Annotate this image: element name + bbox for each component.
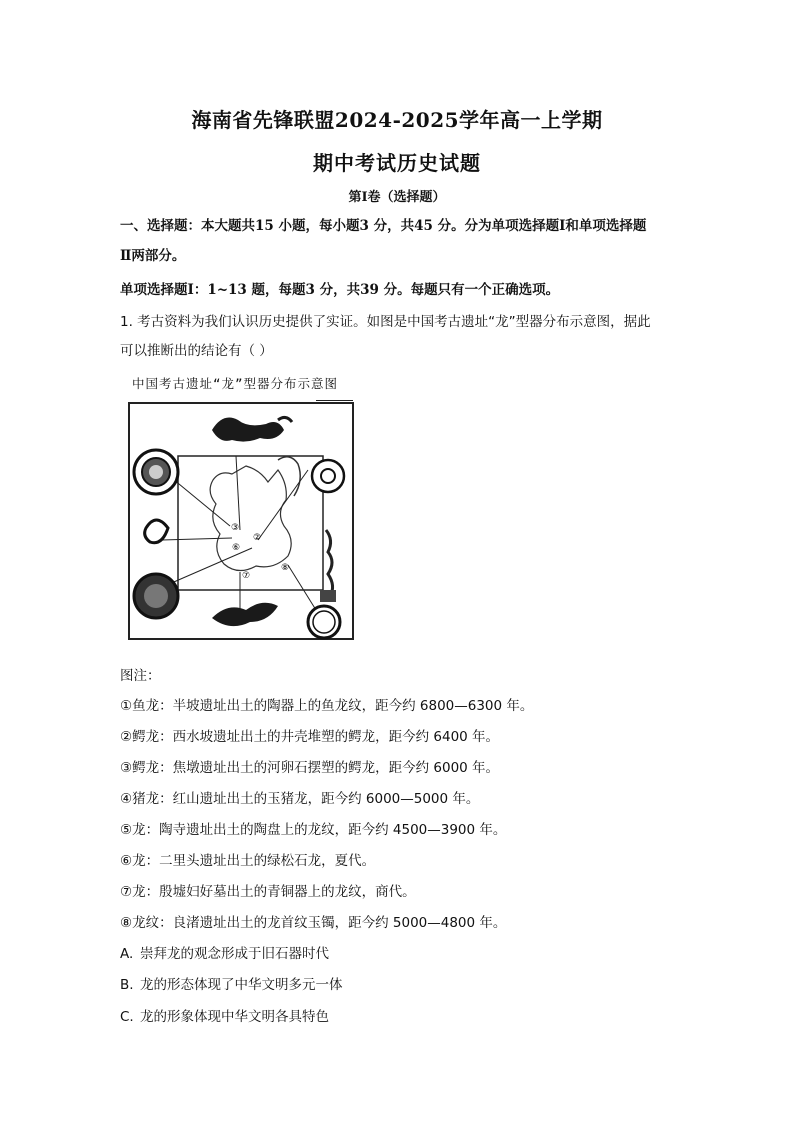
legend-item-5: ⑤龙：陶寺遗址出土的陶盘上的龙纹，距今约 4500—3900 年。 (120, 822, 507, 838)
legend-item-4: ④猪龙：红山遗址出土的玉猪龙，距今约 6000—5000 年。 (120, 791, 480, 807)
map-marker-4: ⑦ (242, 571, 251, 581)
artifact-circle-right-top (312, 460, 344, 492)
choice-a[interactable] (120, 944, 329, 964)
choice-a-text: 崇拜龙的观念形成于旧石器时代 (140, 946, 329, 962)
question-stem-line2: 可以推断出的结论有（ ） (120, 343, 273, 359)
choice-b[interactable] (120, 975, 343, 995)
map-figure (128, 400, 356, 642)
legend-title: 图注： (120, 668, 161, 684)
dragon-artifact-map (128, 400, 356, 642)
question-stem-line1: 1. 考古资料为我们认识历史提供了实证。如图是中国考古遗址“龙”型器分布示意图，据此 (120, 314, 651, 330)
section-instruction-line1: 一、选择题：本大题共15 小题，每小题3 分，共45 分。分为单项选择题Ⅰ和单项选择题 (120, 218, 647, 234)
legend-item-3: ③鳄龙：焦墩遗址出土的河卵石摆塑的鳄龙，距今约 6000 年。 (120, 760, 500, 776)
figure-caption: 中国考古遗址“龙”型器分布示意图 (132, 376, 339, 391)
exam-subtitle: 期中考试历史试题 (313, 151, 481, 175)
choice-c-label: C. (120, 1009, 134, 1025)
legend-item-8: ⑧龙纹：良渚遗址出土的龙首纹玉镯，距今约 5000—4800 年。 (120, 915, 507, 931)
exam-title: 海南省先锋联盟2024-2025学年高一上学期 (191, 108, 603, 132)
map-marker-5: ⑧ (281, 563, 290, 573)
part-label: 第Ⅰ卷（选择题） (348, 190, 446, 205)
map-marker-3: ⑥ (232, 543, 241, 553)
legend-item-7: ⑦龙：殷墟妇好墓出土的青铜器上的龙纹，商代。 (120, 884, 416, 900)
map-marker-1: ③ (231, 523, 240, 533)
choice-b-label: B. (120, 977, 134, 993)
section-instruction-line2: Ⅱ两部分。 (120, 248, 186, 264)
legend-item-1: ①鱼龙：半坡遗址出土的陶器上的鱼龙纹，距今约 6800—6300 年。 (120, 698, 534, 714)
legend-item-6: ⑥龙：二里头遗址出土的绿松石龙，夏代。 (120, 853, 376, 869)
subsection-instruction: 单项选择题Ⅰ：1~13 题，每题3 分，共39 分。每题只有一个正确选项。 (120, 282, 560, 298)
choice-b-text: 龙的形态体现了中华文明多元一体 (140, 977, 343, 993)
choice-a-label: A. (120, 946, 134, 962)
choice-c[interactable] (120, 1007, 329, 1027)
choice-c-text: 龙的形象体现中华文明各具特色 (140, 1009, 329, 1025)
legend-item-2: ②鳄龙：西水坡遗址出土的井壳堆塑的鳄龙，距今约 6400 年。 (120, 729, 500, 745)
map-marker-2: ② (253, 533, 262, 543)
